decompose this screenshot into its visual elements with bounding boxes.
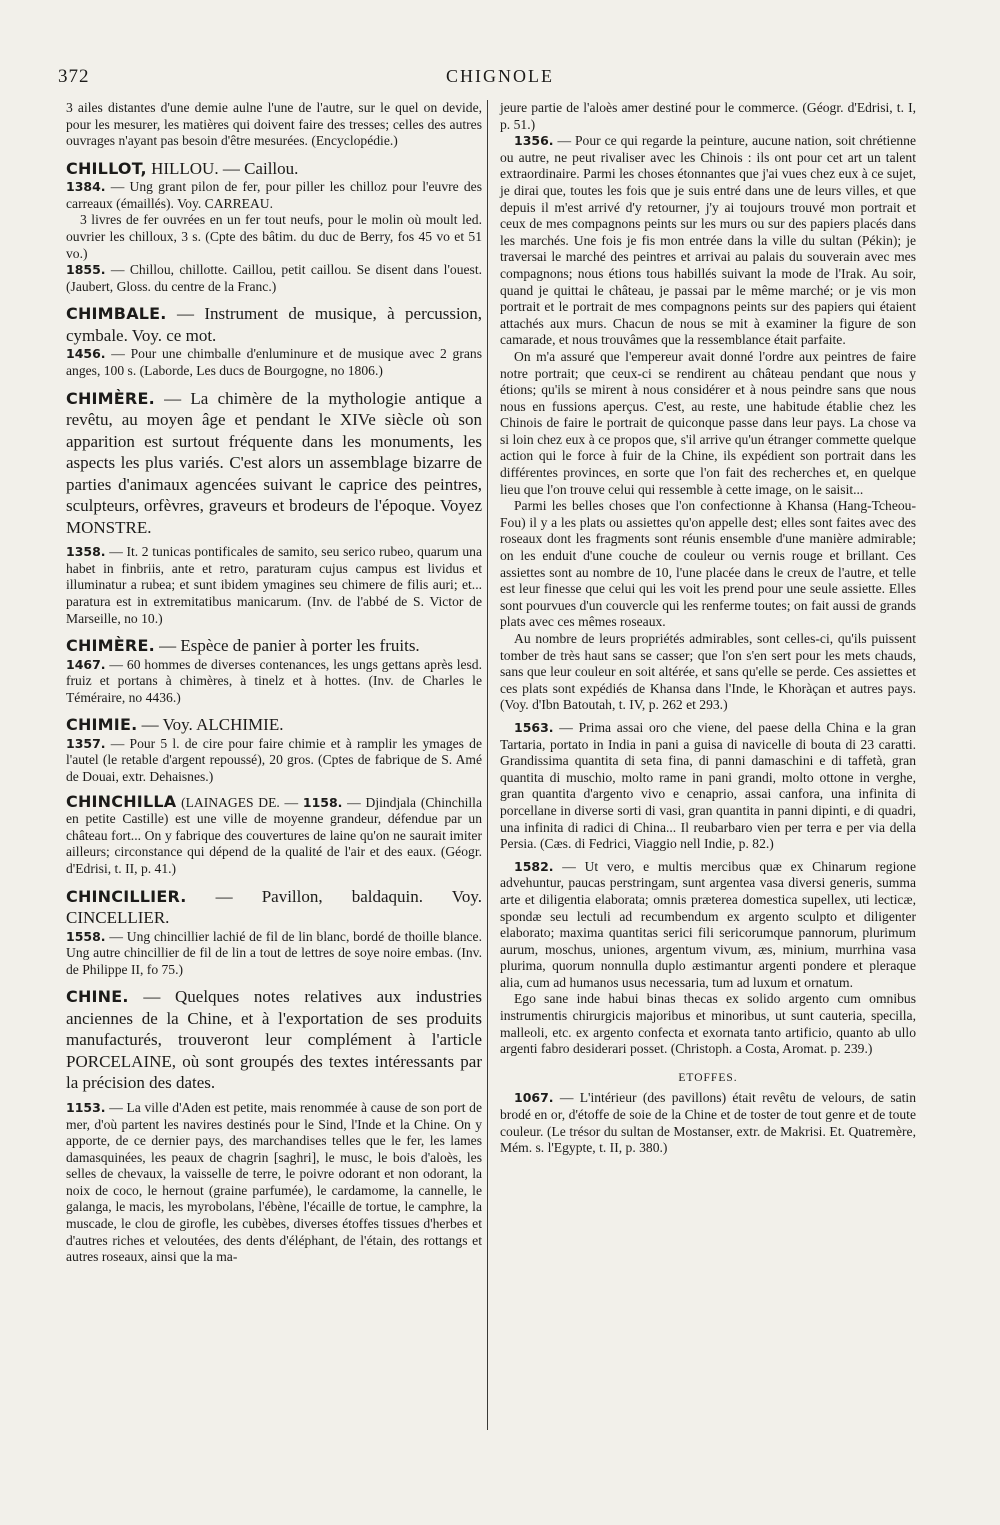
year: 1357. bbox=[66, 735, 106, 751]
citation: — Ung chincillier lachié de fil de lin blanc, bordé de thoille blance. Ung autre chincillier de fil de lin a tout de lettres de soye noire embas. (Inv. de Philippe II, fo 75.) bbox=[66, 928, 482, 977]
entry-chimere-2 bbox=[66, 635, 482, 706]
continuation-text: jeure partie de l'aloès amer destiné pour le commerce. (Géogr. d'Edrisi, t. I, p. 51.) bbox=[500, 100, 916, 132]
headword: CHIMÈRE. bbox=[66, 636, 155, 656]
entry-chimie bbox=[66, 714, 482, 785]
year: 1558. bbox=[66, 928, 106, 944]
entry-chine bbox=[66, 986, 482, 1265]
definition: (LAINAGES DE. — bbox=[176, 794, 303, 810]
headword: CHINCILLIER. bbox=[66, 886, 187, 906]
subsection-heading: ETOFFES. bbox=[678, 1071, 738, 1084]
citation: — Ung grant pilon de fer, pour piller les chilloz pour l'euvre des carreaux (émaillés). Voy. CARREAU. bbox=[66, 179, 482, 211]
year: 1582. bbox=[514, 858, 554, 874]
year: 1456. bbox=[66, 346, 106, 362]
headword: CHIMBALE. bbox=[66, 304, 167, 324]
entry-chimere-1 bbox=[66, 388, 482, 627]
year: 1384. bbox=[66, 179, 106, 195]
headword: CHINCHILLA bbox=[66, 791, 177, 811]
citation: — It. 2 tunicas pontificales de samito, seu serico rubeo, quarum una habet in finbriis, ante et retro, paraturam cujus campus est lividus et illuminatur a rubea; et sunt ibidem ymagines seu chimere de filis auri; et... paratura est in extremitatibus manicarum. (Inv. de l'abbé de S. Victor de Marseille, no 10.) bbox=[66, 544, 482, 626]
page-header bbox=[58, 66, 942, 90]
citation: — Djindjala (Chinchilla en petite Castille) est une ville de moyenne grandeur, défendue par un château fort... On y fabrique des couvertures de laine qu'on ne saurait imiter ailleurs; circonstance qui dépend de la qualité de l'air et des eaux. (Géogr. d'Edrisi, t. II, p. 41.) bbox=[66, 794, 482, 877]
running-title: CHIGNOLE bbox=[446, 66, 554, 86]
year: 1356. bbox=[514, 133, 554, 149]
year: 1158. bbox=[302, 794, 343, 810]
year: 1358. bbox=[66, 544, 106, 560]
citation: 3 livres de fer ouvrées en un fer tout neufs, pour le molin où moult led. ouvrier les chilloux, 3 s. (Cpte des bâtim. du duc de Berry, fos 45 vo et 51 vo.) bbox=[66, 212, 482, 261]
citation: — Pour ce qui regarde la peinture, aucune nation, soit chrétienne ou autre, ne peut rivaliser avec les Chinois : ils ont pour cet art un talent extraordinaire. Parmi les choses étonnantes que j'ai vues chez eux à ce sujet, je dirai que, toutes les fois que je suis entré dans une de leurs villes, et que depuis il m'est arrivé d'y retourner, j'y ai toujours trouvé mon portrait et ceux de mes compagnons peints sur les murs ou sur des papiers placés dans les marchés. Une fois je fis mon entrée dans la ville du sultan (Pékin); je traversai le marché des peintres et arrivai au palais du souverain avec mes compagnons; nous étions tous habillés suivant la mode de l'Irak. Au soir, quand je quittai le château, je passai par le même marché; or je vis mon portrait et le portrait de mes compagnons peints sur des papiers qui étaient attachés aux murs. Chacun de nous se mit à examiner la figure de son camarade, et nous trouvâmes que la ressemblance était parfaite. bbox=[500, 133, 916, 348]
citation: — 60 hommes de diverses contenances, les ungs gettans après lesd. fruiz et portans à chimères, à tinelz et à hottes. (Inv. de Charles le Téméraire, no 4436.) bbox=[66, 656, 482, 705]
definition: — Pavillon, baldaquin. Voy. CINCELLIER. bbox=[66, 886, 482, 928]
definition: — Quelques notes relatives aux industries anciennes de la Chine, et à l'exportation de ses produits manufacturés, trouveront leur complément à l'article PORCELAINE, où sont groupés des textes intéressants par la précision des dates. bbox=[66, 987, 482, 1093]
paragraph: Parmi les belles choses que l'on confectionne à Khansa (Hang-Tcheou-Fou) il y a les plats ou assiettes qu'on appelle dest; elles sont faites avec des roseaux dont les fragments sont réunis ensemble d'une manière admirable; on les enduit d'une couche de couleur ou vernis rouge et brillant. Ces assiettes sont au nombre de 10, l'une placée dans le creux de l'autre, et telle est leur finesse que celui qui les voit les prend pour une seule assiette. Elles sont pourvues d'un couvercle qui les renferme toutes; on fait aussi de grands plats avec ces mêmes roseaux. bbox=[500, 498, 916, 630]
paragraph: Ego sane inde habui binas thecas ex solido argento cum omnibus instrumentis chirurgicis majoribus et minoribus, ut sunt cauteria, specilla, malleoli, etc. ex argento confecta et exornata tanto artificio, quanto ab ullo argenti fabro desiderari posset. (Christoph. a Costa, Aromat. p. 239.) bbox=[500, 991, 916, 1057]
definition: — Instrument de musique, à percussion, cymbale. Voy. ce mot. bbox=[66, 304, 482, 345]
citation: — L'intérieur (des pavillons) était revêtu de velours, de satin brodé en or, d'étoffe de soie de la Chine et de toster de tout genre et de toute couleur. (Le trésor du sultan de Mostanser, extr. de Makrisi. Et. Quatremère, Mém. s. l'Egypte, t. II, p. 380.) bbox=[500, 1090, 916, 1156]
year: 1067. bbox=[514, 1090, 554, 1106]
paragraph: Au nombre de leurs propriétés admirables, sont celles-ci, qu'ils puissent tomber de très haut sans se casser; que l'on s'en sert pour les mets chauds, sans que leur couleur en soit altérée, et sans qu'elle se perde. Ces assiettes et ces plats sont expédiés de Khansa dans l'Inde, le Khoràçan et autres pays. (Voy. d'Ibn Batoutah, t. IV, p. 262 et 293.) bbox=[500, 631, 916, 713]
headword: CHILLOT, bbox=[66, 158, 147, 178]
page-number: 372 bbox=[58, 66, 90, 87]
citation: — Ut vero, e multis mercibus quæ ex Chinarum regione advehuntur, paucas perstringam, sunt argentea vasa diversi generis, summa arte et diligentia elaborata; omnis præterea domestica supellex, uti lecticæ, spondæ seu lectuli ad recumbendum ex argento sculpto et diligenter elaborato; maxima quantitas serici fili sericorumque pannorum, plurimum aurum, moschus, uniones, argentum vivum, æs, minium, murrhina vasa plurima, quorum nonnulla duplo æstimantur argenti pondere et pleraque alia, cum ad humanos usus necessaria, tum ad luxum et ornatum. bbox=[500, 858, 916, 990]
citation: — Chillou, chillotte. Caillou, petit caillou. Se disent dans l'ouest. (Jaubert, Gloss. du centre de la Franc.) bbox=[66, 262, 482, 294]
column-rule bbox=[487, 100, 488, 1430]
paragraph: On m'a assuré que l'empereur avait donné l'ordre aux peintres de faire notre portrait; que ceux-ci se rendirent au château pendant que nous y étions; qu'ils se mirent à nous considérer et à nous peindre sans que nous nous en fussions aperçus. C'est, au reste, une habitude établie chez les Chinois de faire le portrait de quiconque passe dans leur pays. La chose va si loin chez eux à ce propos que, s'il arrive qu'un étranger commette quelque action qui le force à fuir de la Chine, ils expédient son portrait dans les différentes provinces, en sorte que l'on fait des recherches et, en quelque lieu que l'on trouve celui qui ressemble à cette image, on le saisit... bbox=[500, 348, 916, 497]
citation: — Pour 5 l. de cire pour faire chimie et à ramplir les ymages de l'autel (le retable d'argent repoussé), 20 gros. (Cptes de fabrique de S. Amé de Douai, extr. Dehaisnes.) bbox=[66, 735, 482, 785]
citation: — Prima assai oro che viene, del paese della China e la gran Tartaria, portato in India in pani a guisa di navicelle di bouta di 23 caratti. Grandissima quantita di seta fina, di panni damaschini e di taffetà, gran quantita di muschio, molto rame in pani grandi, molto ottone in verghe, gran quantita d'argento vivo e cenaprio, assai canfora, una infinita di porcellane in diverse sorti di vasi, gran quantita in panni dipinti, e di quadri, una infinita di radici di China... Il reubarbaro vien per terra e per via della Persia. (Cæs. di Fedrici, Viaggio nell Indie, p. 82.) bbox=[500, 719, 916, 852]
definition: — Voy. ALCHIMIE. bbox=[137, 715, 284, 735]
citation: — Pour une chimballe d'enluminure et de musique avec 2 grans anges, 100 s. (Laborde, Les ducs de Bourgogne, no 1806.) bbox=[66, 346, 482, 379]
definition: HILLOU. — Caillou. bbox=[146, 158, 299, 178]
left-column bbox=[66, 100, 482, 1266]
entry-chillot bbox=[66, 158, 482, 296]
definition: — La chimère de la mythologie antique a revêtu, au moyen âge et pendant le XIVe siècle où son apparition est surtout fréquente dans les monuments, les aspects les plus variés. C'est alors un assemblage bizarre de parties d'animaux agencées suivant le caprice des peintres, sculpteurs, orfèvres, graveurs et brodeurs de l'époque. Voyez MONSTRE. bbox=[66, 388, 482, 537]
right-column bbox=[500, 100, 916, 1157]
citation: — La ville d'Aden est petite, mais renommée à cause de son port de mer, d'où partent les navires destinés pour le Sind, l'Inde et la Chine. On y apporte, de ce dernier pays, des marchandises telles que le fer, les lames damasquinées, les peaux de chagrin [saghri], le musc, le bois d'aloès, les selles de chevaux, la vaisselle de terre, le poivre odorant et non odorant, la noix de coco, le hernout (graine parfumée), le cardamome, la cannelle, le galanga, le macis, les myrobolans, l'ébène, l'écaille de tortue, le camphre, la muscade, le clou de girofle, les cubèbes, diverses étoffes tissues d'herbes et d'autres riches et veloutées, des dents d'éléphant, de l'étain, des rottangs et autres roseaux, ainsi que la ma- bbox=[66, 1099, 482, 1265]
headword: CHIMÈRE. bbox=[66, 388, 155, 408]
year: 1855. bbox=[66, 262, 106, 278]
year: 1153. bbox=[66, 1099, 106, 1115]
year: 1563. bbox=[514, 719, 554, 735]
headword: CHIMIE. bbox=[66, 715, 138, 735]
headword: CHINE. bbox=[66, 987, 129, 1007]
continuation-text: 3 ailes distantes d'une demie aulne l'une de l'autre, sur le quel on devide, pour les mesurer, les matières qui doivent faire des tresses; celles des autres ouvrages n'ayant pas besoin d'être mesurées. (Encyclopédie.) bbox=[66, 100, 482, 149]
entry-chimbale bbox=[66, 303, 482, 379]
entry-chinchilla bbox=[66, 791, 482, 878]
entry-chincillier bbox=[66, 886, 482, 979]
year: 1467. bbox=[66, 656, 106, 672]
definition: — Espèce de panier à porter les fruits. bbox=[154, 636, 420, 656]
